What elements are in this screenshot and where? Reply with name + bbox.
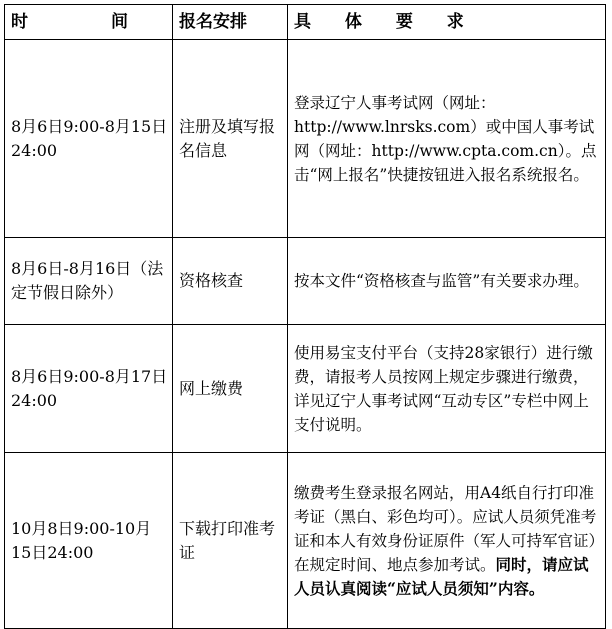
registration-schedule-table — [4, 4, 606, 629]
row-requirements — [288, 453, 606, 629]
row-time: 8月6日-8月16日（法定节假日除外） — [5, 238, 173, 325]
row-requirements: 登录辽宁人事考试网（网址：http://www.lnrsks.com）或中国人事考试网（网址：http://www.cpta.com.cn）。点击“网上报名”快捷按钮进入报名系统报名。 — [288, 40, 606, 238]
table-header-row — [5, 5, 606, 40]
row-requirements-bold-note: 同时，请应试人员认真阅读“应试人员须知”内容。 — [294, 554, 589, 598]
row-time: 8月6日9:00-8月17日24:00 — [5, 325, 173, 453]
row-arrangement: 注册及填写报名信息 — [173, 40, 288, 238]
table-row — [5, 453, 606, 629]
row-arrangement: 网上缴费 — [173, 325, 288, 453]
row-time: 8月6日9:00-8月15日24:00 — [5, 40, 173, 238]
header-time — [5, 5, 173, 40]
table-row — [5, 40, 606, 238]
row-arrangement: 资格核查 — [173, 238, 288, 325]
header-requirements — [288, 5, 606, 40]
row-requirements-text: 缴费考生登录报名网站，用A4纸自行打印准考证（黑白、彩色均可）。应试人员须凭准考证和本人有效身份证原件（军人可持军官证）在规定时间、地点参加考试。 — [294, 483, 597, 574]
row-time: 10月8日9:00-10月15日24:00 — [5, 453, 173, 629]
table-row — [5, 325, 606, 453]
header-time-char-2: 间 — [111, 12, 128, 32]
row-arrangement: 下载打印准考证 — [173, 453, 288, 629]
header-arrangement: 报名安排 — [173, 5, 288, 40]
row-requirements: 按本文件“资格核查与监管”有关要求办理。 — [288, 238, 606, 325]
header-requirements-label: 具 体 要 求 — [294, 12, 478, 32]
row-requirements: 使用易宝支付平台（支持28家银行）进行缴费，请报考人员按网上规定步骤进行缴费，详见辽宁人事考试网“互动专区”专栏中网上支付说明。 — [288, 325, 606, 453]
table-row — [5, 238, 606, 325]
header-time-char-1: 时 — [11, 12, 28, 32]
